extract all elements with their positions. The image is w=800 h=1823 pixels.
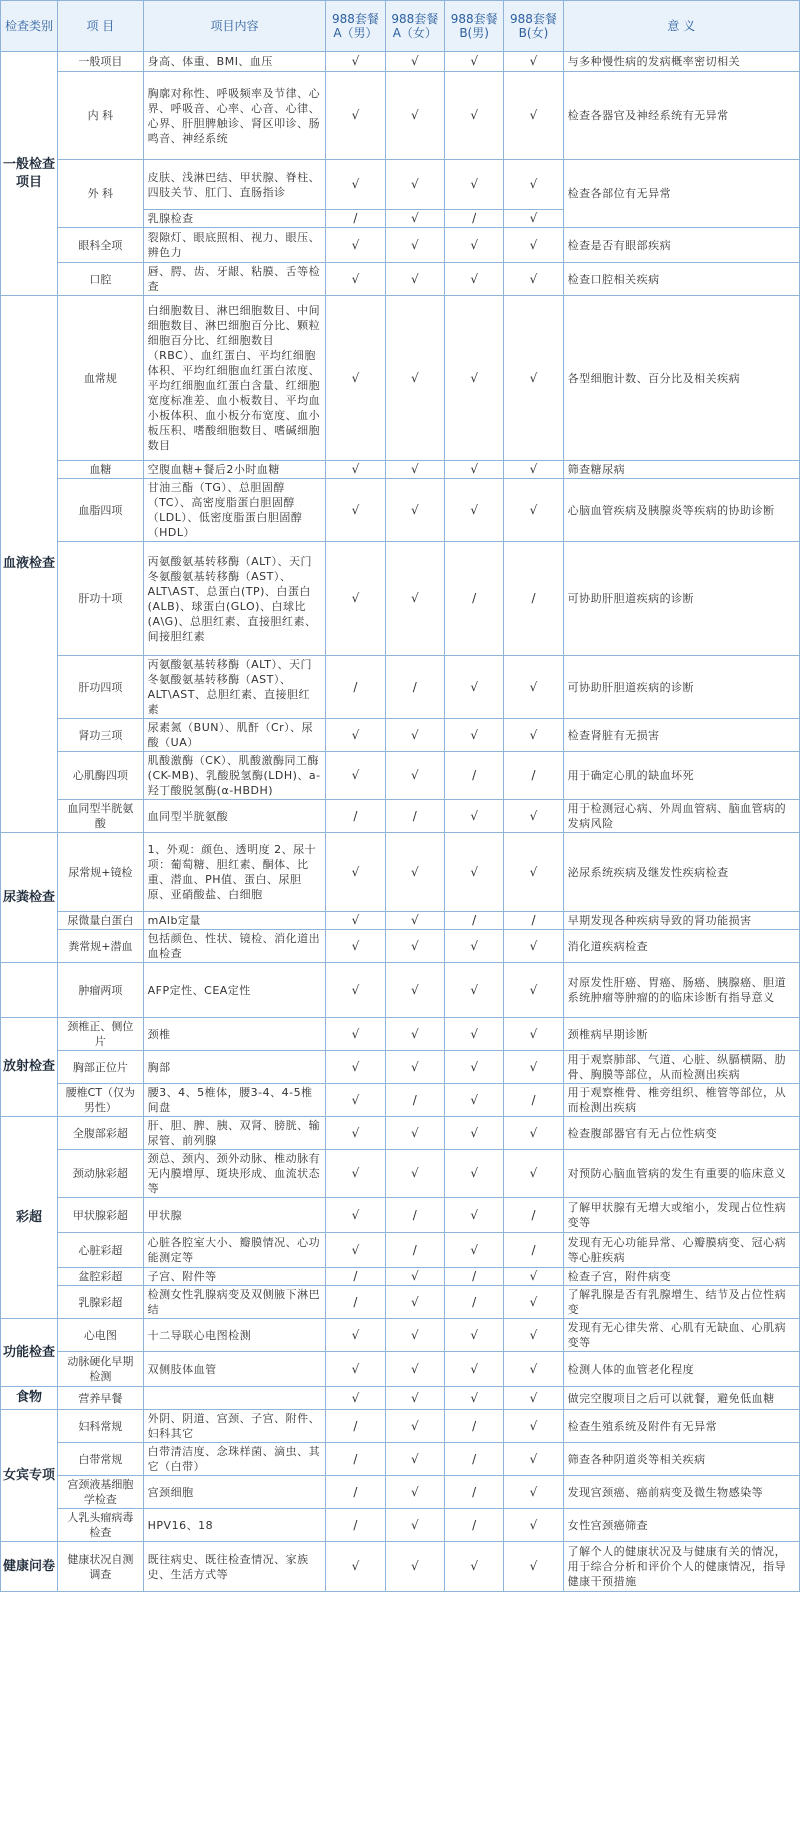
included-mark: √ bbox=[504, 479, 563, 542]
included-mark: √ bbox=[385, 1268, 444, 1286]
included-mark: √ bbox=[385, 479, 444, 542]
included-mark: √ bbox=[326, 930, 385, 963]
content-cell: 颈椎 bbox=[143, 1018, 326, 1051]
content-cell: 乳腺检查 bbox=[143, 210, 326, 228]
included-mark: √ bbox=[326, 1319, 385, 1352]
not-included-mark: / bbox=[326, 1509, 385, 1542]
table-row bbox=[1, 1084, 800, 1117]
meaning-cell: 检查生殖系统及附件有无异常 bbox=[563, 1410, 799, 1443]
meaning-cell: 各型细胞计数、百分比及相关疾病 bbox=[563, 296, 799, 461]
table-row bbox=[1, 752, 800, 800]
item-cell: 尿微量白蛋白 bbox=[58, 912, 144, 930]
included-mark: √ bbox=[444, 963, 503, 1018]
included-mark: √ bbox=[385, 210, 444, 228]
category-cell bbox=[1, 963, 58, 1018]
item-cell: 内 科 bbox=[58, 72, 144, 160]
item-cell: 一般项目 bbox=[58, 52, 144, 72]
included-mark: √ bbox=[504, 1352, 563, 1387]
content-cell: 白细胞数目、淋巴细胞数目、中间细胞数目、淋巴细胞百分比、颗粒细胞百分比、红细胞数目（RBC）、血红蛋白、平均红细胞体积、平均红细胞血红蛋白浓度、平均红细胞血红蛋白含量、红细胞宽度标准差、血小板数目、平均血小板体积、血小板分布宽度、血小板压积、嗜酸细胞数目、嗜碱细胞数目 bbox=[143, 296, 326, 461]
meaning-cell: 可协助肝胆道疾病的诊断 bbox=[563, 656, 799, 719]
included-mark: √ bbox=[385, 1018, 444, 1051]
item-cell: 血糖 bbox=[58, 461, 144, 479]
not-included-mark: / bbox=[444, 1286, 503, 1319]
item-cell: 盆腔彩超 bbox=[58, 1268, 144, 1286]
included-mark: √ bbox=[385, 963, 444, 1018]
not-included-mark: / bbox=[504, 912, 563, 930]
included-mark: √ bbox=[385, 1117, 444, 1150]
meaning-cell: 可协助肝胆道疾病的诊断 bbox=[563, 542, 799, 656]
meaning-cell: 用于确定心肌的缺血坏死 bbox=[563, 752, 799, 800]
table-row bbox=[1, 160, 800, 210]
included-mark: √ bbox=[504, 1150, 563, 1198]
item-cell: 血脂四项 bbox=[58, 479, 144, 542]
included-mark: √ bbox=[326, 912, 385, 930]
table-row bbox=[1, 1117, 800, 1150]
table-row bbox=[1, 963, 800, 1018]
item-cell: 肿瘤两项 bbox=[58, 963, 144, 1018]
meaning-cell: 早期发现各种疾病导致的肾功能损害 bbox=[563, 912, 799, 930]
table-row bbox=[1, 1319, 800, 1352]
meaning-cell: 筛查糖尿病 bbox=[563, 461, 799, 479]
included-mark: √ bbox=[504, 1387, 563, 1410]
item-cell: 肾功三项 bbox=[58, 719, 144, 752]
included-mark: √ bbox=[504, 210, 563, 228]
included-mark: √ bbox=[504, 72, 563, 160]
included-mark: √ bbox=[385, 52, 444, 72]
included-mark: √ bbox=[504, 52, 563, 72]
table-row bbox=[1, 461, 800, 479]
table-header-row bbox=[1, 1, 800, 52]
table-row bbox=[1, 542, 800, 656]
meaning-cell: 了解个人的健康状况及与健康有关的情况，用于综合分析和评价个人的健康情况，指导健康干预措施 bbox=[563, 1542, 799, 1592]
item-cell: 健康状况自测调查 bbox=[58, 1542, 144, 1592]
content-cell: 唇、腭、齿、牙龈、粘膜、舌等检查 bbox=[143, 263, 326, 296]
included-mark: √ bbox=[326, 1542, 385, 1592]
header-content: 项目内容 bbox=[143, 1, 326, 52]
not-included-mark: / bbox=[326, 1476, 385, 1509]
content-cell: 包括颜色、性状、镜检、消化道出血检查 bbox=[143, 930, 326, 963]
included-mark: √ bbox=[504, 228, 563, 263]
included-mark: √ bbox=[385, 912, 444, 930]
content-cell: 胸廓对称性、呼吸频率及节律、心界、呼吸音、心率、心音、心律、心界、肝胆脾触诊、肾区叩诊、肠鸣音、神经系统 bbox=[143, 72, 326, 160]
meaning-cell: 检测人体的血管老化程度 bbox=[563, 1352, 799, 1387]
item-cell: 宫颈液基细胞学检查 bbox=[58, 1476, 144, 1509]
content-cell: 肝、胆、脾、胰、双肾、膀胱、输尿管、前列腺 bbox=[143, 1117, 326, 1150]
included-mark: √ bbox=[504, 1443, 563, 1476]
not-included-mark: / bbox=[385, 800, 444, 833]
meaning-cell: 检查是否有眼部疾病 bbox=[563, 228, 799, 263]
content-cell: HPV16、18 bbox=[143, 1509, 326, 1542]
content-cell: 甘油三酯（TG）、总胆固醇（TC）、高密度脂蛋白胆固醇（LDL）、低密度脂蛋白胆固醇（HDL） bbox=[143, 479, 326, 542]
content-cell: AFP定性、CEA定性 bbox=[143, 963, 326, 1018]
included-mark: √ bbox=[385, 1387, 444, 1410]
included-mark: √ bbox=[504, 1051, 563, 1084]
content-cell: 尿素氮（BUN）、肌酐（Cr）、尿酸（UA） bbox=[143, 719, 326, 752]
meaning-cell: 与多种慢性病的发病概率密切相关 bbox=[563, 52, 799, 72]
table-row bbox=[1, 1443, 800, 1476]
content-cell: 甲状腺 bbox=[143, 1198, 326, 1233]
not-included-mark: / bbox=[385, 656, 444, 719]
item-cell: 血同型半胱氨酸 bbox=[58, 800, 144, 833]
included-mark: √ bbox=[504, 833, 563, 912]
included-mark: √ bbox=[326, 1233, 385, 1268]
included-mark: √ bbox=[504, 1542, 563, 1592]
not-included-mark: / bbox=[504, 1233, 563, 1268]
included-mark: √ bbox=[326, 1198, 385, 1233]
meaning-cell: 发现宫颈癌、癌前病变及微生物感染等 bbox=[563, 1476, 799, 1509]
included-mark: √ bbox=[385, 160, 444, 210]
item-cell: 妇科常规 bbox=[58, 1410, 144, 1443]
table-row bbox=[1, 1150, 800, 1198]
content-cell: 外阴、阴道、宫颈、子宫、附件、妇科其它 bbox=[143, 1410, 326, 1443]
included-mark: √ bbox=[385, 1542, 444, 1592]
included-mark: √ bbox=[504, 656, 563, 719]
table-row bbox=[1, 296, 800, 461]
included-mark: √ bbox=[444, 52, 503, 72]
table-row bbox=[1, 1387, 800, 1410]
category-cell: 尿粪检查 bbox=[1, 833, 58, 963]
included-mark: √ bbox=[504, 263, 563, 296]
meaning-cell: 对预防心脑血管病的发生有重要的临床意义 bbox=[563, 1150, 799, 1198]
category-cell: 功能检查 bbox=[1, 1319, 58, 1387]
header-meaning: 意 义 bbox=[563, 1, 799, 52]
category-cell: 一般检查项目 bbox=[1, 52, 58, 296]
item-cell: 血常规 bbox=[58, 296, 144, 461]
table-row bbox=[1, 263, 800, 296]
not-included-mark: / bbox=[444, 752, 503, 800]
included-mark: √ bbox=[385, 719, 444, 752]
content-cell: 检测女性乳腺病变及双侧腋下淋巴结 bbox=[143, 1286, 326, 1319]
included-mark: √ bbox=[504, 1286, 563, 1319]
not-included-mark: / bbox=[385, 1198, 444, 1233]
table-row bbox=[1, 1476, 800, 1509]
meaning-cell: 发现有无心律失常、心肌有无缺血、心肌病变等 bbox=[563, 1319, 799, 1352]
included-mark: √ bbox=[444, 160, 503, 210]
included-mark: √ bbox=[504, 1018, 563, 1051]
table-row bbox=[1, 719, 800, 752]
item-cell: 心肌酶四项 bbox=[58, 752, 144, 800]
header-package-a-male: 988套餐A（男） bbox=[326, 1, 385, 52]
item-cell: 甲状腺彩超 bbox=[58, 1198, 144, 1233]
category-cell: 女宾专项 bbox=[1, 1410, 58, 1542]
included-mark: √ bbox=[385, 1286, 444, 1319]
content-cell: 1、外观：颜色、透明度 2、尿十项：葡萄糖、胆红素、酮体、比重、潜血、PH值、蛋白、尿胆原、亚硝酸盐、白细胞 bbox=[143, 833, 326, 912]
content-cell: 宫颈细胞 bbox=[143, 1476, 326, 1509]
included-mark: √ bbox=[326, 1117, 385, 1150]
included-mark: √ bbox=[444, 479, 503, 542]
included-mark: √ bbox=[504, 930, 563, 963]
table-row bbox=[1, 1509, 800, 1542]
content-cell: 颈总、颈内、颈外动脉、椎动脉有无内膜增厚、斑块形成、血流状态等 bbox=[143, 1150, 326, 1198]
included-mark: √ bbox=[326, 1150, 385, 1198]
meaning-cell: 检查腹部器官有无占位性病变 bbox=[563, 1117, 799, 1150]
table-row bbox=[1, 656, 800, 719]
not-included-mark: / bbox=[326, 1410, 385, 1443]
not-included-mark: / bbox=[385, 1233, 444, 1268]
meaning-cell: 检查肾脏有无损害 bbox=[563, 719, 799, 752]
included-mark: √ bbox=[444, 800, 503, 833]
item-cell: 心脏彩超 bbox=[58, 1233, 144, 1268]
included-mark: √ bbox=[504, 1509, 563, 1542]
not-included-mark: / bbox=[444, 1443, 503, 1476]
meaning-cell: 检查口腔相关疾病 bbox=[563, 263, 799, 296]
content-cell: 身高、体重、BMI、血压 bbox=[143, 52, 326, 72]
included-mark: √ bbox=[444, 1542, 503, 1592]
included-mark: √ bbox=[385, 1352, 444, 1387]
included-mark: √ bbox=[504, 1410, 563, 1443]
included-mark: √ bbox=[504, 1117, 563, 1150]
included-mark: √ bbox=[385, 1443, 444, 1476]
table-row bbox=[1, 833, 800, 912]
meaning-cell: 用于观察椎骨、椎旁组织、椎管等部位，从而检测出疾病 bbox=[563, 1084, 799, 1117]
header-category: 检查类别 bbox=[1, 1, 58, 52]
included-mark: √ bbox=[326, 228, 385, 263]
meaning-cell: 检查子宫，附件病变 bbox=[563, 1268, 799, 1286]
included-mark: √ bbox=[444, 1150, 503, 1198]
table-row bbox=[1, 1286, 800, 1319]
table-row bbox=[1, 1352, 800, 1387]
included-mark: √ bbox=[326, 72, 385, 160]
included-mark: √ bbox=[385, 1319, 444, 1352]
included-mark: √ bbox=[385, 263, 444, 296]
table-row bbox=[1, 228, 800, 263]
meaning-cell: 筛查各种阴道炎等相关疾病 bbox=[563, 1443, 799, 1476]
content-cell: 血同型半胱氨酸 bbox=[143, 800, 326, 833]
included-mark: √ bbox=[504, 719, 563, 752]
table-row bbox=[1, 800, 800, 833]
meaning-cell: 检查各器官及神经系统有无异常 bbox=[563, 72, 799, 160]
included-mark: √ bbox=[444, 1387, 503, 1410]
table-row bbox=[1, 1198, 800, 1233]
item-cell: 肝功四项 bbox=[58, 656, 144, 719]
included-mark: √ bbox=[504, 800, 563, 833]
included-mark: √ bbox=[504, 160, 563, 210]
included-mark: √ bbox=[385, 752, 444, 800]
included-mark: √ bbox=[326, 160, 385, 210]
included-mark: √ bbox=[444, 1117, 503, 1150]
included-mark: √ bbox=[385, 930, 444, 963]
included-mark: √ bbox=[444, 1319, 503, 1352]
meaning-cell: 发现有无心功能异常、心瓣膜病变、冠心病等心脏疾病 bbox=[563, 1233, 799, 1268]
not-included-mark: / bbox=[504, 752, 563, 800]
meaning-cell: 用于观察肺部、气道、心脏、纵膈横隔、肋骨、胸膜等部位，从而检测出疾病 bbox=[563, 1051, 799, 1084]
not-included-mark: / bbox=[444, 912, 503, 930]
included-mark: √ bbox=[444, 1352, 503, 1387]
not-included-mark: / bbox=[444, 1509, 503, 1542]
included-mark: √ bbox=[326, 752, 385, 800]
header-item: 项 目 bbox=[58, 1, 144, 52]
table-row bbox=[1, 479, 800, 542]
not-included-mark: / bbox=[444, 210, 503, 228]
not-included-mark: / bbox=[444, 1410, 503, 1443]
included-mark: √ bbox=[326, 52, 385, 72]
included-mark: √ bbox=[326, 461, 385, 479]
meaning-cell: 消化道疾病检查 bbox=[563, 930, 799, 963]
included-mark: √ bbox=[326, 542, 385, 656]
item-cell: 颈动脉彩超 bbox=[58, 1150, 144, 1198]
content-cell: 白带清洁度、念珠样菌、滴虫、其它（白带） bbox=[143, 1443, 326, 1476]
table-row bbox=[1, 1268, 800, 1286]
not-included-mark: / bbox=[444, 1476, 503, 1509]
item-cell: 口腔 bbox=[58, 263, 144, 296]
item-cell: 白带常规 bbox=[58, 1443, 144, 1476]
table-row bbox=[1, 1542, 800, 1592]
table-row bbox=[1, 1233, 800, 1268]
included-mark: √ bbox=[444, 1198, 503, 1233]
included-mark: √ bbox=[504, 1476, 563, 1509]
table-row bbox=[1, 912, 800, 930]
content-cell: 双侧肢体血管 bbox=[143, 1352, 326, 1387]
included-mark: √ bbox=[444, 1051, 503, 1084]
included-mark: √ bbox=[385, 72, 444, 160]
included-mark: √ bbox=[504, 461, 563, 479]
item-cell: 营养早餐 bbox=[58, 1387, 144, 1410]
included-mark: √ bbox=[326, 479, 385, 542]
not-included-mark: / bbox=[385, 1084, 444, 1117]
table-row bbox=[1, 1410, 800, 1443]
included-mark: √ bbox=[444, 1233, 503, 1268]
included-mark: √ bbox=[326, 296, 385, 461]
included-mark: √ bbox=[444, 263, 503, 296]
item-cell: 肝功十项 bbox=[58, 542, 144, 656]
content-cell: mAlb定量 bbox=[143, 912, 326, 930]
content-cell: 胸部 bbox=[143, 1051, 326, 1084]
included-mark: √ bbox=[385, 833, 444, 912]
content-cell: 十二导联心电图检测 bbox=[143, 1319, 326, 1352]
included-mark: √ bbox=[385, 1150, 444, 1198]
content-cell: 空腹血糖+餐后2小时血糖 bbox=[143, 461, 326, 479]
table-row bbox=[1, 1018, 800, 1051]
content-cell: 心脏各腔室大小、瓣膜情况、心功能测定等 bbox=[143, 1233, 326, 1268]
included-mark: √ bbox=[444, 461, 503, 479]
item-cell: 腰椎CT（仅为男性） bbox=[58, 1084, 144, 1117]
meaning-cell: 了解甲状腺有无增大或缩小，发现占位性病变等 bbox=[563, 1198, 799, 1233]
included-mark: √ bbox=[444, 719, 503, 752]
category-cell: 放射检查 bbox=[1, 1018, 58, 1117]
item-cell: 眼科全项 bbox=[58, 228, 144, 263]
content-cell: 既往病史、既往检查情况、家族史、生活方式等 bbox=[143, 1542, 326, 1592]
not-included-mark: / bbox=[326, 656, 385, 719]
included-mark: √ bbox=[385, 228, 444, 263]
included-mark: √ bbox=[504, 963, 563, 1018]
not-included-mark: / bbox=[504, 1198, 563, 1233]
included-mark: √ bbox=[326, 1018, 385, 1051]
included-mark: √ bbox=[444, 1084, 503, 1117]
item-cell: 尿常规+镜检 bbox=[58, 833, 144, 912]
included-mark: √ bbox=[326, 1352, 385, 1387]
included-mark: √ bbox=[385, 296, 444, 461]
included-mark: √ bbox=[326, 263, 385, 296]
table-row bbox=[1, 930, 800, 963]
content-cell: 丙氨酸氨基转移酶（ALT）、天门冬氨酸氨基转移酶（AST）、ALT\AST、总蛋白(TP)、白蛋白(ALB)、球蛋白(GLO)、白球比(A\G)、总胆红素、直接胆红素、间接胆红素 bbox=[143, 542, 326, 656]
header-package-b-male: 988套餐B(男) bbox=[444, 1, 503, 52]
category-cell: 彩超 bbox=[1, 1117, 58, 1319]
not-included-mark: / bbox=[444, 542, 503, 656]
content-cell: 丙氨酸氨基转移酶（ALT）、天门冬氨酸氨基转移酶（AST）、ALT\AST、总胆红素、直接胆红素 bbox=[143, 656, 326, 719]
included-mark: √ bbox=[385, 461, 444, 479]
included-mark: √ bbox=[326, 719, 385, 752]
item-cell: 粪常规+潜血 bbox=[58, 930, 144, 963]
not-included-mark: / bbox=[326, 1268, 385, 1286]
not-included-mark: / bbox=[326, 800, 385, 833]
table-row bbox=[1, 52, 800, 72]
included-mark: √ bbox=[385, 542, 444, 656]
included-mark: √ bbox=[444, 72, 503, 160]
included-mark: √ bbox=[385, 1410, 444, 1443]
meaning-cell: 用于检测冠心病、外周血管病、脑血管病的发病风险 bbox=[563, 800, 799, 833]
content-cell: 皮肤、浅淋巴结、甲状腺、脊柱、四肢关节、肛门、直肠指诊 bbox=[143, 160, 326, 210]
included-mark: √ bbox=[326, 1084, 385, 1117]
category-cell: 食物 bbox=[1, 1387, 58, 1410]
included-mark: √ bbox=[444, 1018, 503, 1051]
item-cell: 动脉硬化早期检测 bbox=[58, 1352, 144, 1387]
meaning-cell: 检查各部位有无异常 bbox=[563, 160, 799, 228]
not-included-mark: / bbox=[326, 1443, 385, 1476]
included-mark: √ bbox=[444, 228, 503, 263]
not-included-mark: / bbox=[326, 1286, 385, 1319]
meaning-cell: 泌尿系统疾病及继发性疾病检查 bbox=[563, 833, 799, 912]
item-cell: 人乳头瘤病毒检查 bbox=[58, 1509, 144, 1542]
content-cell: 裂隙灯、眼底照相、视力、眼压、辨色力 bbox=[143, 228, 326, 263]
item-cell: 外 科 bbox=[58, 160, 144, 228]
item-cell: 全腹部彩超 bbox=[58, 1117, 144, 1150]
category-cell: 血液检查 bbox=[1, 296, 58, 833]
included-mark: √ bbox=[385, 1051, 444, 1084]
included-mark: √ bbox=[326, 833, 385, 912]
not-included-mark: / bbox=[444, 1268, 503, 1286]
included-mark: √ bbox=[504, 1319, 563, 1352]
content-cell bbox=[143, 1387, 326, 1410]
included-mark: √ bbox=[444, 656, 503, 719]
meaning-cell: 心脑血管疾病及胰腺炎等疾病的协助诊断 bbox=[563, 479, 799, 542]
item-cell: 胸部正位片 bbox=[58, 1051, 144, 1084]
item-cell: 乳腺彩超 bbox=[58, 1286, 144, 1319]
meaning-cell: 女性宫颈癌筛查 bbox=[563, 1509, 799, 1542]
item-cell: 心电图 bbox=[58, 1319, 144, 1352]
not-included-mark: / bbox=[326, 210, 385, 228]
meaning-cell: 做完空腹项目之后可以就餐，避免低血糖 bbox=[563, 1387, 799, 1410]
included-mark: √ bbox=[444, 930, 503, 963]
content-cell: 子宫、附件等 bbox=[143, 1268, 326, 1286]
included-mark: √ bbox=[444, 833, 503, 912]
header-package-a-female: 988套餐A（女） bbox=[385, 1, 444, 52]
included-mark: √ bbox=[385, 1476, 444, 1509]
included-mark: √ bbox=[326, 963, 385, 1018]
included-mark: √ bbox=[326, 1387, 385, 1410]
not-included-mark: / bbox=[504, 1084, 563, 1117]
table-body bbox=[1, 52, 800, 1592]
meaning-cell: 对原发性肝癌、胃癌、肠癌、胰腺癌、胆道系统肿瘤等肿瘤的的临床诊断有指导意义 bbox=[563, 963, 799, 1018]
category-cell: 健康问卷 bbox=[1, 1542, 58, 1592]
header-package-b-female: 988套餐B(女) bbox=[504, 1, 563, 52]
table-row bbox=[1, 72, 800, 160]
not-included-mark: / bbox=[504, 542, 563, 656]
item-cell: 颈椎正、侧位片 bbox=[58, 1018, 144, 1051]
included-mark: √ bbox=[504, 296, 563, 461]
table-row bbox=[1, 1051, 800, 1084]
content-cell: 腰3、4、5椎体，腰3-4、4-5椎间盘 bbox=[143, 1084, 326, 1117]
meaning-cell: 了解乳腺是否有乳腺增生、结节及占位性病变 bbox=[563, 1286, 799, 1319]
meaning-cell: 颈椎病早期诊断 bbox=[563, 1018, 799, 1051]
included-mark: √ bbox=[385, 1509, 444, 1542]
included-mark: √ bbox=[504, 1268, 563, 1286]
included-mark: √ bbox=[444, 296, 503, 461]
content-cell: 肌酸激酶（CK）、肌酸激酶同工酶(CK-MB)、乳酸脱氢酶(LDH)、a-羟丁酸脱氢酶(α-HBDH) bbox=[143, 752, 326, 800]
included-mark: √ bbox=[326, 1051, 385, 1084]
